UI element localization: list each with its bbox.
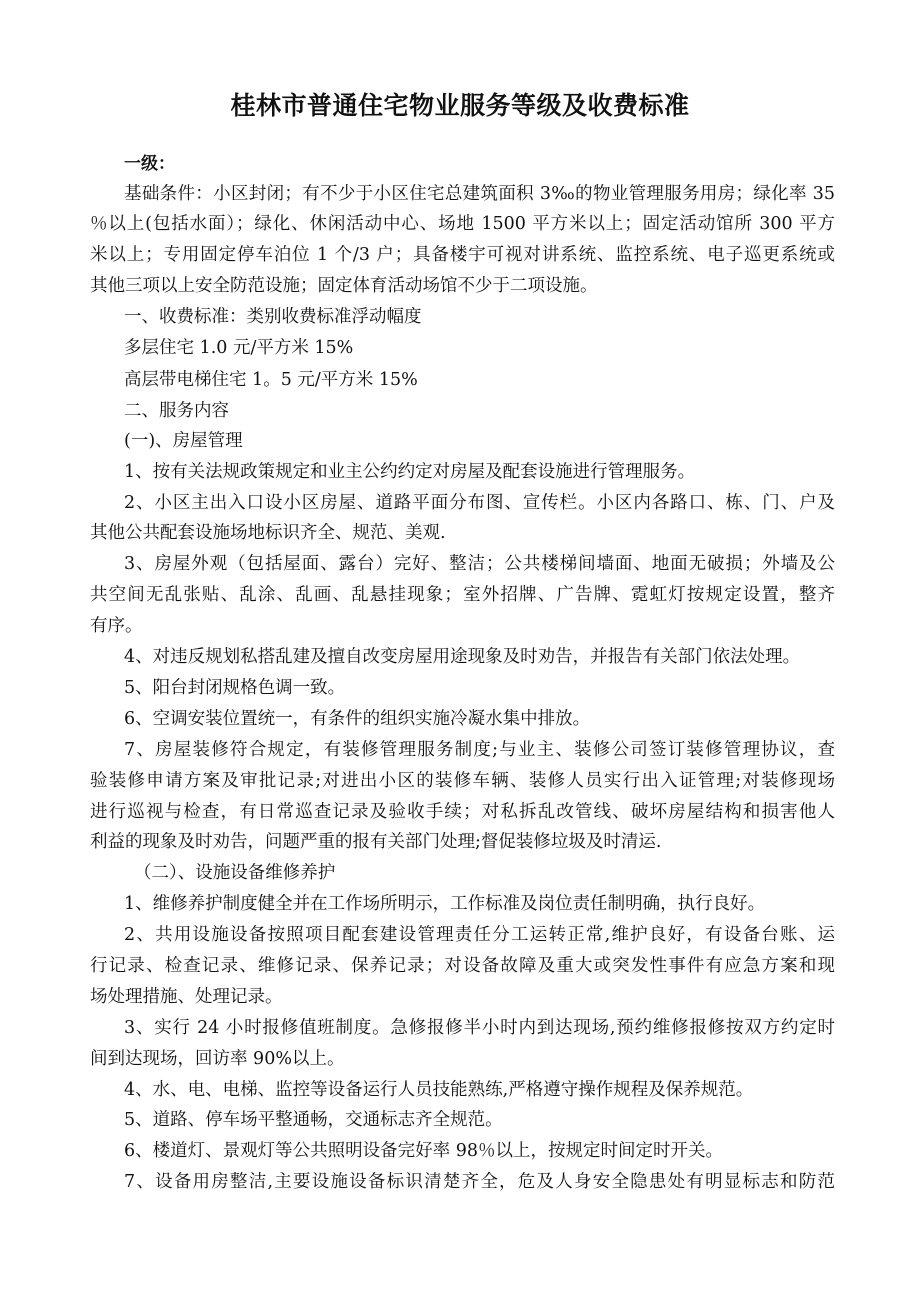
subsection-heading: (一)、房屋管理	[124, 431, 243, 451]
list-item-continuation: 行记录、检查记录、维修记录、保养记录；对设备故障及重大或突发性事件有应急方案和现	[90, 956, 835, 976]
list-item-continuation: 场处理措施、处理记录。	[90, 987, 283, 1007]
list-item: 6、楼道灯、景观灯等公共照明设备完好率 98％以上，按规定时间定时开关。	[124, 1141, 723, 1161]
fee-item: 多层住宅 1.0 元/平方米 15%	[124, 338, 354, 358]
subsection-heading: （二）、设施设备维修养护	[134, 863, 336, 883]
list-item: 1、维修养护制度健全并在工作场所明示，工作标准及岗位责任制明确，执行良好。	[124, 894, 766, 914]
list-item-continuation: 进行巡视与检查，有日常巡查记录及验收手续；对私拆乱改管线、破坏房屋结构和损害他人	[90, 802, 835, 822]
list-item: 6、空调安装位置统一，有条件的组织实施冷凝水集中排放。	[124, 709, 591, 729]
list-item: 7、设备用房整洁,主要设施设备标识清楚齐全，危及人身安全隐患处有明显标志和防范	[124, 1172, 835, 1192]
list-item: 2、共用设施设备按照项目配套建设管理责任分工运转正常,维护良好，有设备台账、运	[124, 925, 835, 945]
list-item: 3、房屋外观（包括屋面、露台）完好、整洁；公共楼梯间墙面、地面无破损；外墙及公	[124, 554, 835, 574]
list-item: 5、道路、停车场平整通畅，交通标志齐全规范。	[124, 1110, 503, 1130]
list-item: 3、实行 24 小时报修值班制度。急修报修半小时内到达现场,预约维修报修按双方约定时	[124, 1018, 835, 1038]
list-item: 2、小区主出入口设小区房屋、道路平面分布图、宣传栏。小区内各路口、栋、门、户及	[124, 493, 835, 513]
list-item: 4、水、电、电梯、监控等设备运行人员技能熟练,严格遵守操作规程及保养规范。	[124, 1080, 754, 1100]
paragraph-line: 其他三项以上安全防范设施；固定体育活动场馆不少于二项设施。	[90, 276, 598, 296]
section-heading: 二、服务内容	[124, 401, 229, 421]
list-item: 1、按有关法规政策规定和业主公约约定对房屋及配套设施进行管理服务。	[124, 462, 696, 482]
document-title: 桂林市普通住宅物业服务等级及收费标准	[230, 91, 690, 120]
paragraph-line: 基础条件：小区封闭；有不少于小区住宅总建筑面积 3‰的物业管理服务用房；绿化率 35	[124, 184, 835, 204]
list-item-continuation: 有序。	[90, 616, 143, 636]
list-item-continuation: 间到达现场，回访率 90%以上。	[90, 1049, 345, 1069]
paragraph-line: ％以上(包括水面）；绿化、休闲活动中心、场地 1500 平方米以上；固定活动馆所 300 平方	[90, 214, 835, 234]
list-item: 4、对违反规划私搭乱建及擅自改变房屋用途现象及时劝告，并报告有关部门依法处理。	[124, 647, 801, 667]
section-heading: 一、收费标准：类别收费标准浮动幅度	[124, 307, 422, 327]
list-item-continuation: 利益的现象及时劝告，问题严重的报有关部门处理;督促装修垃圾及时清运.	[90, 832, 662, 852]
section-heading-level-1: 一级：	[124, 154, 175, 174]
fee-item: 高层带电梯住宅 1。5 元/平方米 15%	[124, 370, 418, 390]
list-item-continuation: 共空间无乱张贴、乱涂、乱画、乱悬挂现象；室外招牌、广告牌、霓虹灯按规定设置，整齐	[90, 585, 835, 605]
list-item-continuation: 验装修申请方案及审批记录;对进出小区的装修车辆、装修人员实行出入证管理;对装修现场	[90, 771, 835, 791]
list-item: 7、房屋装修符合规定，有装修管理服务制度;与业主、装修公司签订装修管理协议，查	[124, 740, 835, 760]
paragraph-line: 米以上；专用固定停车泊位 1 个/3 户；具备楼宇可视对讲系统、监控系统、电子巡更系统或	[90, 245, 835, 265]
list-item-continuation: 其他公共配套设施场地标识齐全、规范、美观.	[90, 523, 446, 543]
list-item: 5、阳台封闭规格色调一致。	[124, 678, 346, 698]
